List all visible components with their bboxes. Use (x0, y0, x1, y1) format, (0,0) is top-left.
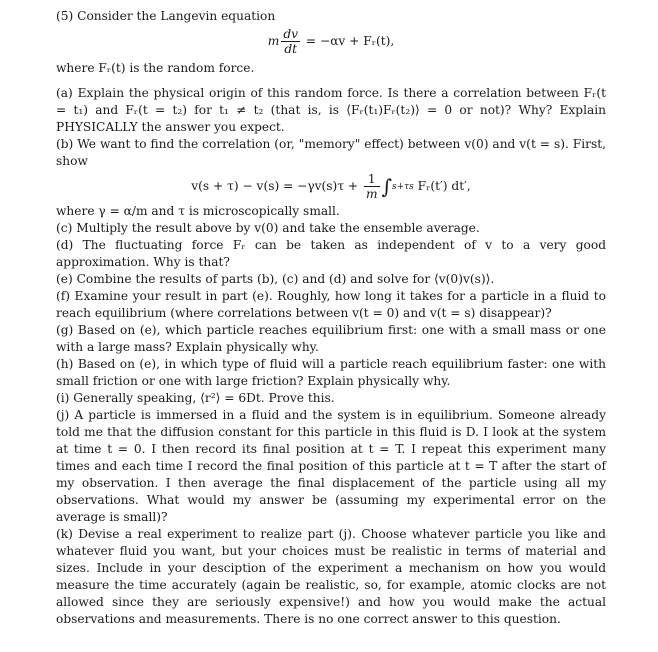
integral-sign: ∫ (381, 174, 393, 199)
integral-limits (392, 182, 414, 192)
random-force-definition: where Fᵣ(t) is the random force. (56, 61, 255, 75)
part-k: (k) Devise a real experiment to realize part (j). Choose whatever particle you like and whatever fluid you want, but your choices must be realistic in terms of material and sizes. Include in your desciption of the experiment a mechanism on how you would measure the time accurately (again be realistic, so, for example, atomic clocks are not allowed since they are seriously expensive!) and how you would make the actual observations and measurements. There is no one correct answer to this question. (56, 527, 606, 626)
part-j: (j) A particle is immersed in a fluid and the system is in equilibrium. Someone already told me that the diffusion constant for this particle in this fluid is D. I look at the system at time t = 0. I then record its final position at t = T. I repeat this experiment many times and each time I record the final position of this particle at t = T after the start of my observation. I then average the final displacement of the particle using all my observations. What would my answer be (assuming my experimental error on the average is small)? (56, 408, 606, 524)
integral-lower-limit: s (409, 181, 414, 192)
fraction-numerator: 1 (364, 172, 380, 187)
derivative-fraction (281, 27, 300, 56)
mass-symbol: m (267, 34, 280, 48)
part-f: (f) Examine your result in part (e). Roughly, how long it takes for a particle in a fluid to reach equilibrium (where correlations between v(t = 0) and v(t = s) disappear)? (56, 289, 606, 320)
part-i: (i) Generally speaking, ⟨r²⟩ = 6Dt. Prove this. (56, 391, 335, 405)
one-over-m-fraction (364, 172, 380, 201)
part-b-intro: (b) We want to find the correlation (or, "memory" effect) between v(0) and v(t = s). First, show (56, 137, 606, 168)
fraction-denominator: m (366, 187, 378, 201)
part-h: (h) Based on (e), in which type of fluid will a particle reach equilibrium faster: one with small friction or one with large friction? Explain physically why. (56, 357, 606, 388)
part-d: (d) The fluctuating force Fᵣ can be taken as independent of v to a very good approximation. Why is that? (56, 238, 606, 269)
part-e: (e) Combine the results of parts (b), (c) and (d) and solve for ⟨v(0)v(s)⟩. (56, 272, 495, 286)
derivative-numerator: dv (283, 27, 299, 41)
part-g: (g) Based on (e), which particle reaches equilibrium first: one with a small mass or one with a large mass? Explain physically why. (56, 323, 606, 354)
equation-rhs: = −αv + Fᵣ(t), (305, 34, 395, 48)
velocity-difference-lhs: v(s + τ) − v(s) = −γv(s)τ + (191, 179, 359, 193)
problem-heading: (5) Consider the Langevin equation (56, 9, 276, 23)
part-b-after: where γ = α/m and τ is microscopically small. (56, 204, 340, 218)
langevin-equation (56, 27, 606, 56)
integral-upper-limit: s+τ (392, 181, 410, 192)
derivative-denominator: dt (284, 42, 298, 56)
velocity-difference-equation (56, 172, 606, 201)
part-c: (c) Multiply the result above by v(0) and take the ensemble average. (56, 221, 480, 235)
integrand: Fᵣ(t′) dt′, (417, 179, 471, 193)
part-a: (a) Explain the physical origin of this random force. Is there a correlation between Fᵣ(t = t₁) and Fᵣ(t = t₂) for t₁ ≠ t₂ (that is, is ⟨Fᵣ(t₁)Fᵣ(t₂)⟩ = 0 or not)? Why? Explain PHYSICALLY the answer you expect. (56, 86, 606, 134)
